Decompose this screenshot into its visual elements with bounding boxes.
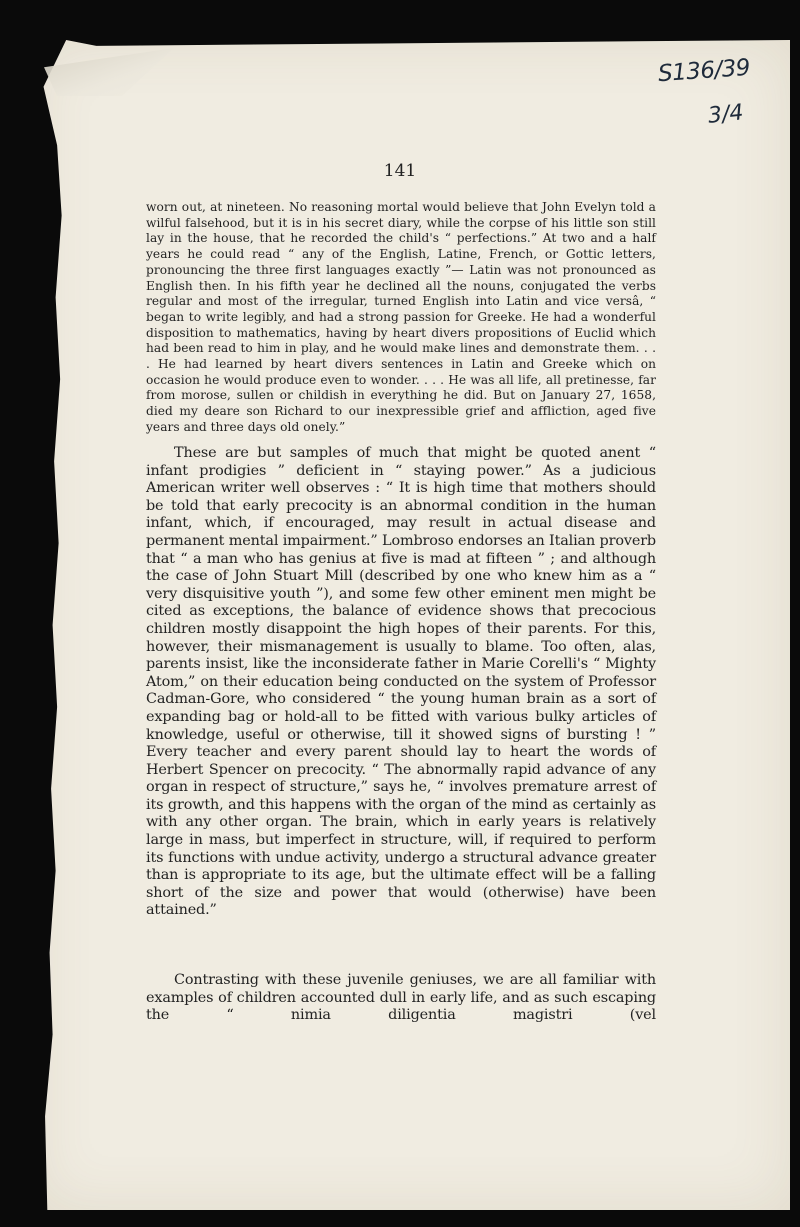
handwritten-fraction: 3/4 bbox=[706, 100, 745, 129]
body-paragraph-2: Contrasting with these juvenile geniuses, we are all familiar with examples of children accounted dull in early life, and as such escaping the “ nimia diligentia magistri (vel bbox=[146, 972, 656, 1024]
handwritten-shelfmark: S136/39 bbox=[657, 54, 751, 88]
page-number: 141 bbox=[383, 161, 417, 181]
quoted-diary-block: worn out, at nineteen. No reasoning mortal would believe that John Evelyn told a wilful falsehood, but it is in his secret diary, while the corpse of his little son still lay in the house, that he recorded the child's “ perfections.” At two and a half years he could read “ any of the English, Latine, French, or Gottic letters, pronouncing the three first languages exactly ”— Latin was not pronounced as English then. In his fifth year he declined all the nouns, conjugated the verbs regular and most of the irregular, turned English into Latin and vice versâ, “ began to write legibly, and had a strong passion for Greeke. He had a wonderful disposition to mathematics, having by heart divers propositions of Euclid which had been read to him in play, and he would make lines and demonstrate them. . . . He had learned by heart divers sentences in Latin and Greeke which on occasion he would produce even to wonder. . . . He was all life, all pretinesse, far from morose, sullen or childish in everything he did. But on January 27, 1658, died my deare son Richard to our inexpressible grief and affliction, aged five years and three days old onely.” bbox=[146, 200, 656, 434]
body-paragraph-1: These are but samples of much that might be quoted anent “ infant prodigies ” deficient in “ staying power.” As a judicious American writer well observes : “ It is high time that mothers should be told that early precocity is an abnormal condition in the human infant, which, if encouraged, may result in actual disease and permanent mental impairment.” Lombroso endorses an Italian proverb that “ a man who has genius at five is mad at fifteen ” ; and although the case of John Stuart Mill (described by one who knew him as a “ very disquisitive youth ”), and some few other eminent men might be cited as exceptions, the balance of evidence shows that precocious children mostly disappoint the high hopes of their parents. For this, however, their mismanagement is usually to blame. Too often, alas, parents insist, like the inconsiderate father in Marie Corelli's “ Mighty Atom,” on their education being conducted on the system of Professor Cadman-Gore, who considered “ the young human brain as a sort of expanding bag or hold-all to be fitted with various bulky articles of knowledge, useful or otherwise, till it showed signs of bursting ! ” Every teacher and every parent should lay to heart the words of Herbert Spencer on precocity. “ The abnormally rapid advance of any organ in respect of structure,” says he, “ involves premature arrest of its growth, and this happens with the organ of the mind as certainly as with any other organ. The brain, which in early years is relatively large in mass, but imperfect in structure, will, if required to perform its functions with undue activity, undergo a structural advance greater than is appropriate to its age, but the ultimate effect will be a falling short of the size and power that would (otherwise) have been attained.” bbox=[146, 445, 656, 919]
